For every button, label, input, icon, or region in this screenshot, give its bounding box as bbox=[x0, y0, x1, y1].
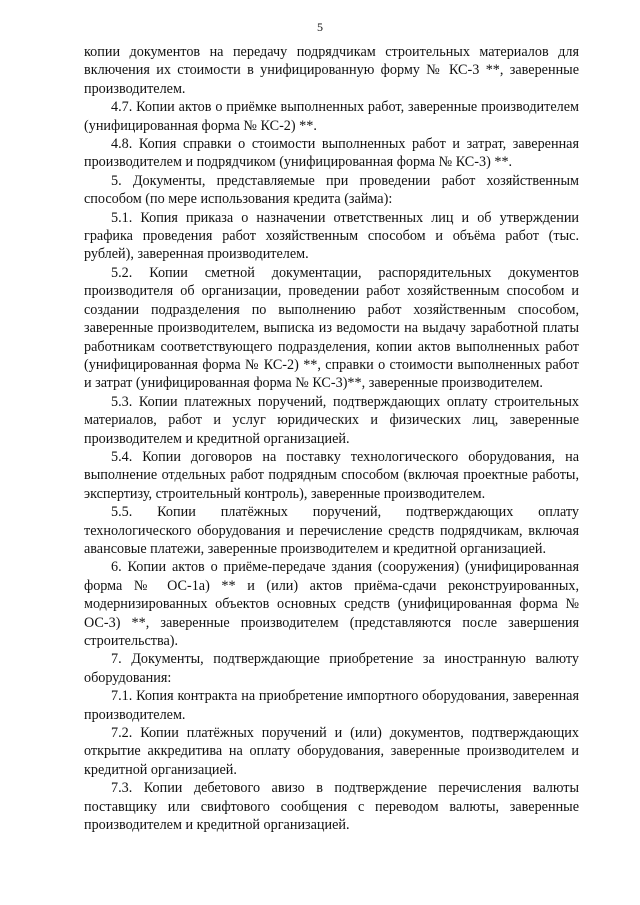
paragraph-7-3: 7.3. Копии дебетового авизо в подтверждение перечисления валюты поставщику или свифтового сообщения с переводом валюты, заверенные производителем и кредитной организацией. bbox=[84, 780, 579, 834]
paragraph-6: 6. Копии актов о приёме-передаче здания (сооружения) (унифицированная форма № ОС-1а) ** и (или) актов приёма-сдачи реконструированных, модернизированных объектов основных средств (унифицированная форма № ОС-3) **, заверенные производителем (представляются после завершения строительства). bbox=[84, 559, 579, 649]
paragraph-continuation: копии документов на передачу подрядчикам строительных материалов для включения их стоимости в унифицированную форму № КС-3 **, заверенные производителем. bbox=[84, 44, 579, 97]
document-body bbox=[84, 43, 579, 834]
paragraph-5: 5. Документы, представляемые при проведении работ хозяйственным способом (по мере использования кредита (займа): bbox=[84, 172, 579, 208]
page-number: 5 bbox=[317, 20, 323, 34]
paragraph-5-5: 5.5. Копии платёжных поручений, подтверждающих оплату технологического оборудования и перечисление средств подрядчикам, включая авансовые платежи, заверенные производителем и кредитной организацией. bbox=[84, 504, 579, 557]
paragraph-5-3: 5.3. Копии платежных поручений, подтверждающих оплату строительных материалов, работ и услуг юридических и физических лиц, заверенные производителем и кредитной организацией. bbox=[84, 393, 579, 447]
paragraph-5-4: 5.4. Копии договоров на поставку технологического оборудования, на выполнение отдельных работ подрядным способом (включая проектные работы, экспертизу, строительный контроль), заверенные производителем. bbox=[84, 448, 579, 502]
paragraph-4-8: 4.8. Копия справки о стоимости выполненных работ и затрат, заверенная производителем и подрядчиком (унифицированная форма № КС-3) **. bbox=[84, 136, 579, 171]
paragraph-7-1: 7.1. Копия контракта на приобретение импортного оборудования, заверенная производителем. bbox=[84, 688, 579, 723]
paragraph-5-1: 5.1. Копия приказа о назначении ответственных лиц и об утверждении графика проведения работ хозяйственным способом и объёма работ (тыс. рублей), заверенная производителем. bbox=[84, 209, 579, 263]
paragraph-4-7: 4.7. Копии актов о приёмке выполненных работ, заверенные производителем (унифицированная форма № КС-2) **. bbox=[84, 99, 579, 134]
paragraph-7: 7. Документы, подтверждающие приобретение за иностранную валюту оборудования: bbox=[84, 651, 579, 686]
paragraph-5-2: 5.2. Копии сметной документации, распорядительных документов производителя об организации, проведении работ хозяйственным способом и создании подразделения по выполнению работ хозяйственным способом, заверенные производителем, выписка из ведомости на выдачу заработной платы работникам соответствующего подразделения, копии актов выполненных работ (унифицированная форма № КС-2) **, справки о стоимости выполненных работ и затрат (унифицированная форма № КС-3)**, заверенные производителем. bbox=[84, 264, 579, 392]
paragraph-7-2: 7.2. Копии платёжных поручений и (или) документов, подтверждающих открытие аккредитива на оплату оборудования, заверенные производителем и кредитной организацией. bbox=[84, 725, 579, 778]
